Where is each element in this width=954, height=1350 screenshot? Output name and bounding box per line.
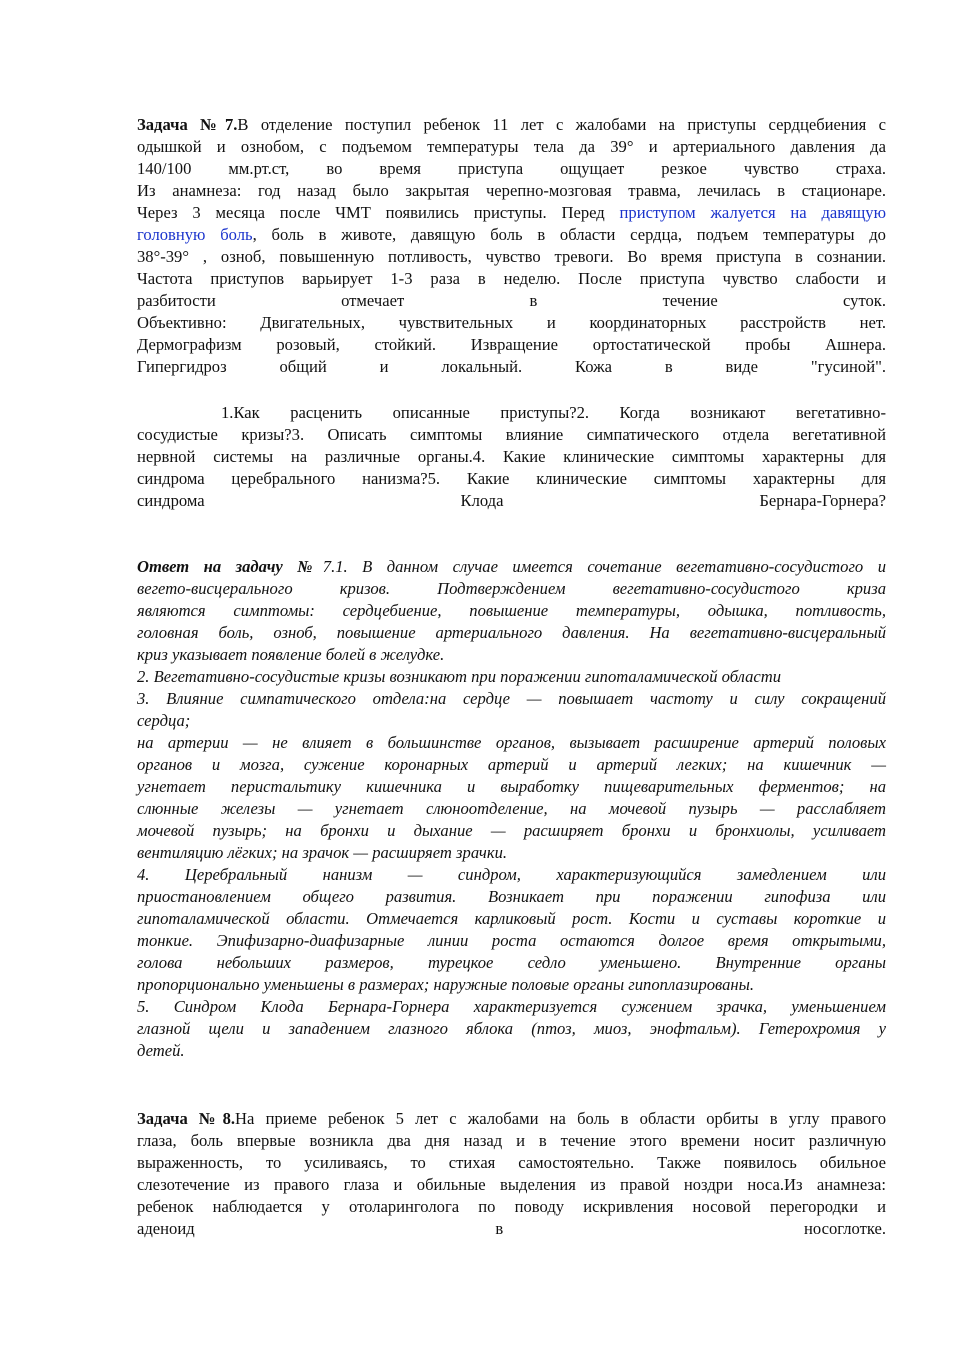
answer-line-5: криз указывает появление болей в желудке. — [137, 645, 445, 664]
task-8-line-2: глаза, боль впервые возникла два дня назад и в течение этого времени носит различную — [137, 1131, 886, 1150]
answer-line-6: 2. Вегетативно-сосудистые кризы возникают при поражении гипоталамической области — [137, 667, 782, 686]
task-7-line-5: Через 3 месяца после ЧМТ появились приступы. Перед приступом жалуется на давящую — [137, 203, 886, 222]
task-7 — [137, 114, 886, 378]
answer-line-22: глазной щели и западением глазного яблока (птоз, миоз, энофтальм). Гетерохромия у — [137, 1019, 886, 1038]
question-line-1: 1.Как расценить описанные приступы?2. Когда возникают вегетативно- — [221, 403, 886, 422]
answer-line-12: слюнные железы — угнетает слюноотделение, на мочевой пузырь — расслабляет — [137, 799, 886, 818]
task-8-line-4: слезотечение из правого глаза и обильные выделения из правой ноздри носа.Из анамнеза: — [137, 1175, 886, 1194]
task-8-title: Задача №8. — [137, 1109, 236, 1128]
answer-line-17: гипоталамической области. Отмечается карликовый рост. Кости и суставы короткие и — [137, 909, 886, 928]
task-7-line-6: головную боль, боль в животе, давящую боль в области сердца, подъем температуры до — [137, 225, 886, 244]
answer-line-11: угнетает перистальтику кишечника и выработку пищеварительных ферментов; на — [137, 777, 886, 796]
task-8-line-3: выраженность, то усиливаясь, то стихая самостоятельно. Также появилось обильное — [137, 1153, 886, 1172]
answer-line-1: Ответ на задачу №7.1. В данном случае имеется сочетание вегетативно-сосудистого и — [137, 557, 887, 576]
task-7-line-12: Гипергидроз общий и локальный. Кожа в виде "гусиной". — [137, 357, 886, 376]
answer-line-7: 3. Влияние симпатического отдела:на сердце — повышает частоту и силу сокращений — [137, 689, 886, 708]
answer-line-8: сердца; — [137, 711, 191, 730]
answer-line-4: головная боль, озноб, повышение артериального давления. На вегетативно-висцеральный — [137, 623, 886, 642]
task-7-line-4: Из анамнеза: год назад было закрытая черепно-мозговая травма, лечилась в стационаре. — [137, 181, 886, 200]
answer-line-23: детей. — [137, 1041, 185, 1060]
task-8-line-1: Задача №8.На приеме ребенок 5 лет с жалобами на боль в области орбиты в углу правого — [137, 1109, 886, 1128]
question-line-4: синдрома церебрального нанизма?5. Какие клинические симптомы характерны для — [137, 469, 886, 488]
answer-line-2: вегето-висцерального кризов. Подтверждением вегетативно-сосудистого криза — [137, 579, 886, 598]
highlighted-text: головную боль — [137, 225, 253, 244]
answer-line-19: голова небольших размеров, турецкое седло уменьшено. Внутренние органы — [137, 953, 886, 972]
answer-line-9: на артерии — не влияет в большинстве органов, вызывает расширение артерий половых — [137, 733, 886, 752]
answer-line-15: 4. Церебральный нанизм — синдром, характеризующийся замедлением или — [137, 865, 886, 884]
answer-line-20: пропорционально уменьшены в размерах; наружные половые органы гипоплазированы. — [137, 975, 755, 994]
task-7-title: Задача №7. — [137, 115, 238, 134]
task-8-line-6: аденоид в носоглотке. — [137, 1219, 886, 1238]
answer-line-18: тонкие. Эпифизарно-диафизарные линии роста остаются долгое время открытыми, — [137, 931, 886, 950]
highlighted-text: приступом жалуется на давящую — [619, 203, 886, 222]
task-8-line-5: ребенок наблюдается у отоларинголога по поводу искривления носовой перегородки и — [137, 1197, 886, 1216]
answer-line-13: мочевой пузырь; на бронхи и дыхание — расширяет бронхи и бронхиолы, усиливает — [137, 821, 886, 840]
task-7-line-2: одышкой и ознобом, с подъемом температуры тела да 39° и артериального давления да — [137, 137, 886, 156]
task-7-line-10: Объективно: Двигательных, чувствительных и координаторных расстройств нет. — [137, 313, 886, 332]
question-line-3: нервной системы на различные органы.4. Какие клинические симптомы характерны для — [137, 447, 886, 466]
answer-7 — [137, 556, 886, 1062]
task-7-line-7: 38°-39° , озноб, повышенную потливость, чувство тревоги. Во время приступа в сознании. — [137, 247, 886, 266]
question-line-2: сосудистые кризы?3. Описать симптомы влияние симпатического отдела вегетативной — [137, 425, 886, 444]
answer-7-title: Ответ на задачу № — [137, 557, 323, 576]
answer-line-14: вентиляцию лёгких; на зрачок — расширяет зрачки. — [137, 843, 508, 862]
answer-line-10: органов и мозга, сужение коронарных артерий и артерий легких; на кишечник — — [137, 755, 886, 774]
task-8 — [137, 1108, 886, 1240]
task-7-line-3: 140/100 мм.рт.ст, во время приступа ощущает резкое чувство страха. — [137, 159, 886, 178]
answer-line-16: приостановлением общего развития. Возникает при поражении гипофиза или — [137, 887, 886, 906]
task-7-line-9: разбитости отмечает в течение суток. — [137, 291, 886, 310]
task-7-line-1: Задача №7.В отделение поступил ребенок 11 лет с жалобами на приступы сердцебиения с — [137, 115, 886, 134]
task-7-line-8: Частота приступов варьирует 1-3 раза в неделю. После приступа чувство слабости и — [137, 269, 886, 288]
task-7-questions — [137, 402, 886, 512]
answer-line-3: являются симптомы: сердцебиение, повышение температуры, одышка, потливость, — [137, 601, 886, 620]
answer-line-21: 5. Синдром Клода Бернара-Горнера характеризуется сужением зрачка, уменьшением — [137, 997, 886, 1016]
task-7-line-11: Дермографизм розовый, стойкий. Извращение ортостатической пробы Ашнера. — [137, 335, 886, 354]
question-line-5: синдрома Клода Бернара-Горнера? — [137, 491, 886, 510]
